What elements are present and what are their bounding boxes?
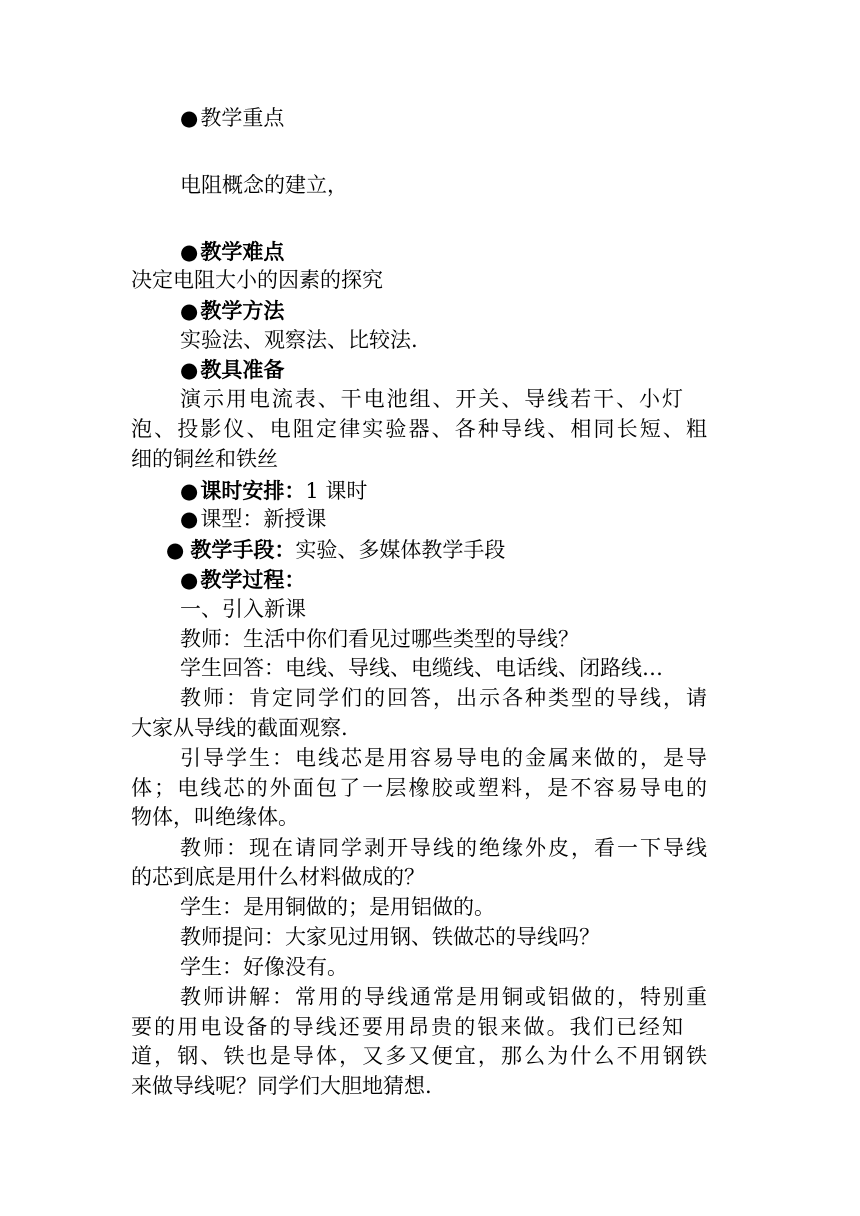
paragraph-line: 学生：是用铜做的；是用铝做的。 (180, 895, 495, 919)
teaching-method-heading: ●教学方法 (180, 298, 285, 323)
bullet-icon: ● (180, 240, 199, 264)
teaching-tools-line: 细的铜丝和铁丝 (131, 447, 278, 471)
paragraph-line: 来做导线呢？同学们大胆地猜想. (131, 1074, 432, 1098)
teaching-method-text: 实验法、观察法、比较法. (180, 328, 418, 352)
bullet-icon: ● (180, 106, 199, 130)
step-title: 一、引入新课 (180, 597, 306, 621)
teaching-tools-heading: ●教具准备 (180, 357, 285, 382)
bullet-icon: ● (166, 538, 185, 562)
paragraph-line: 学生：好像没有。 (180, 955, 348, 979)
paragraph-line: 的芯到底是用什么材料做成的？ (131, 865, 425, 889)
paragraph-line: 大家从导线的截面观察. (131, 716, 348, 740)
bullet-icon: ● (180, 507, 199, 531)
paragraph-line: 引导学生：电线芯是用容易导电的金属来做的，是导 (180, 746, 707, 770)
teaching-focus-text: 电阻概念的建立， (180, 173, 348, 197)
paragraph-line: 教师：生活中你们看见过哪些类型的导线？ (180, 627, 579, 651)
teaching-focus-heading: ●教学重点 (180, 106, 285, 130)
teaching-difficulty-heading: ●教学难点 (180, 239, 285, 264)
paragraph-line: 教师：现在请同学剥开导线的绝缘外皮，看一下导线 (180, 836, 707, 860)
paragraph-line: 要的用电设备的导线还要用昂贵的银来做。我们已经知 (131, 1015, 683, 1039)
bullet-icon: ● (180, 358, 199, 382)
paragraph-line: 教师讲解：常用的导线通常是用铜或铝做的，特别重 (180, 985, 707, 1009)
bullet-icon: ● (180, 568, 199, 592)
teaching-difficulty-text: 决定电阻大小的因素的探究 (131, 268, 383, 292)
paragraph-line: 道，钢、铁也是导体，又多又便宜，那么为什么不用钢铁 (131, 1044, 707, 1068)
teaching-tools-line: 泡、投影仪、电阻定律实验器、各种导线、相同长短、粗 (131, 417, 707, 441)
paragraph-line: 教师：肯定同学们的回答，出示各种类型的导线，请 (180, 686, 707, 710)
teaching-tools-line: 演示用电流表、干电池组、开关、导线若干、小灯 (180, 387, 683, 411)
bullet-icon: ● (180, 299, 199, 323)
teaching-process-heading: ●教学过程： (180, 567, 306, 592)
paragraph-line: 学生回答：电线、导线、电缆线、电话线、闭路线… (180, 656, 663, 680)
class-type: ●课型：新授课 (180, 507, 327, 531)
paragraph-line: 体；电线芯的外面包了一层橡胶或塑料，是不容易导电的 (131, 776, 707, 800)
bullet-icon: ● (180, 479, 199, 503)
paragraph-line: 物体，叫绝缘体。 (131, 805, 299, 829)
class-schedule: ●课时安排：1 课时 (180, 478, 368, 503)
teaching-means: ● 教学手段：实验、多媒体教学手段 (166, 537, 506, 562)
paragraph-line: 教师提问：大家见过用钢、铁做芯的导线吗？ (180, 925, 600, 949)
